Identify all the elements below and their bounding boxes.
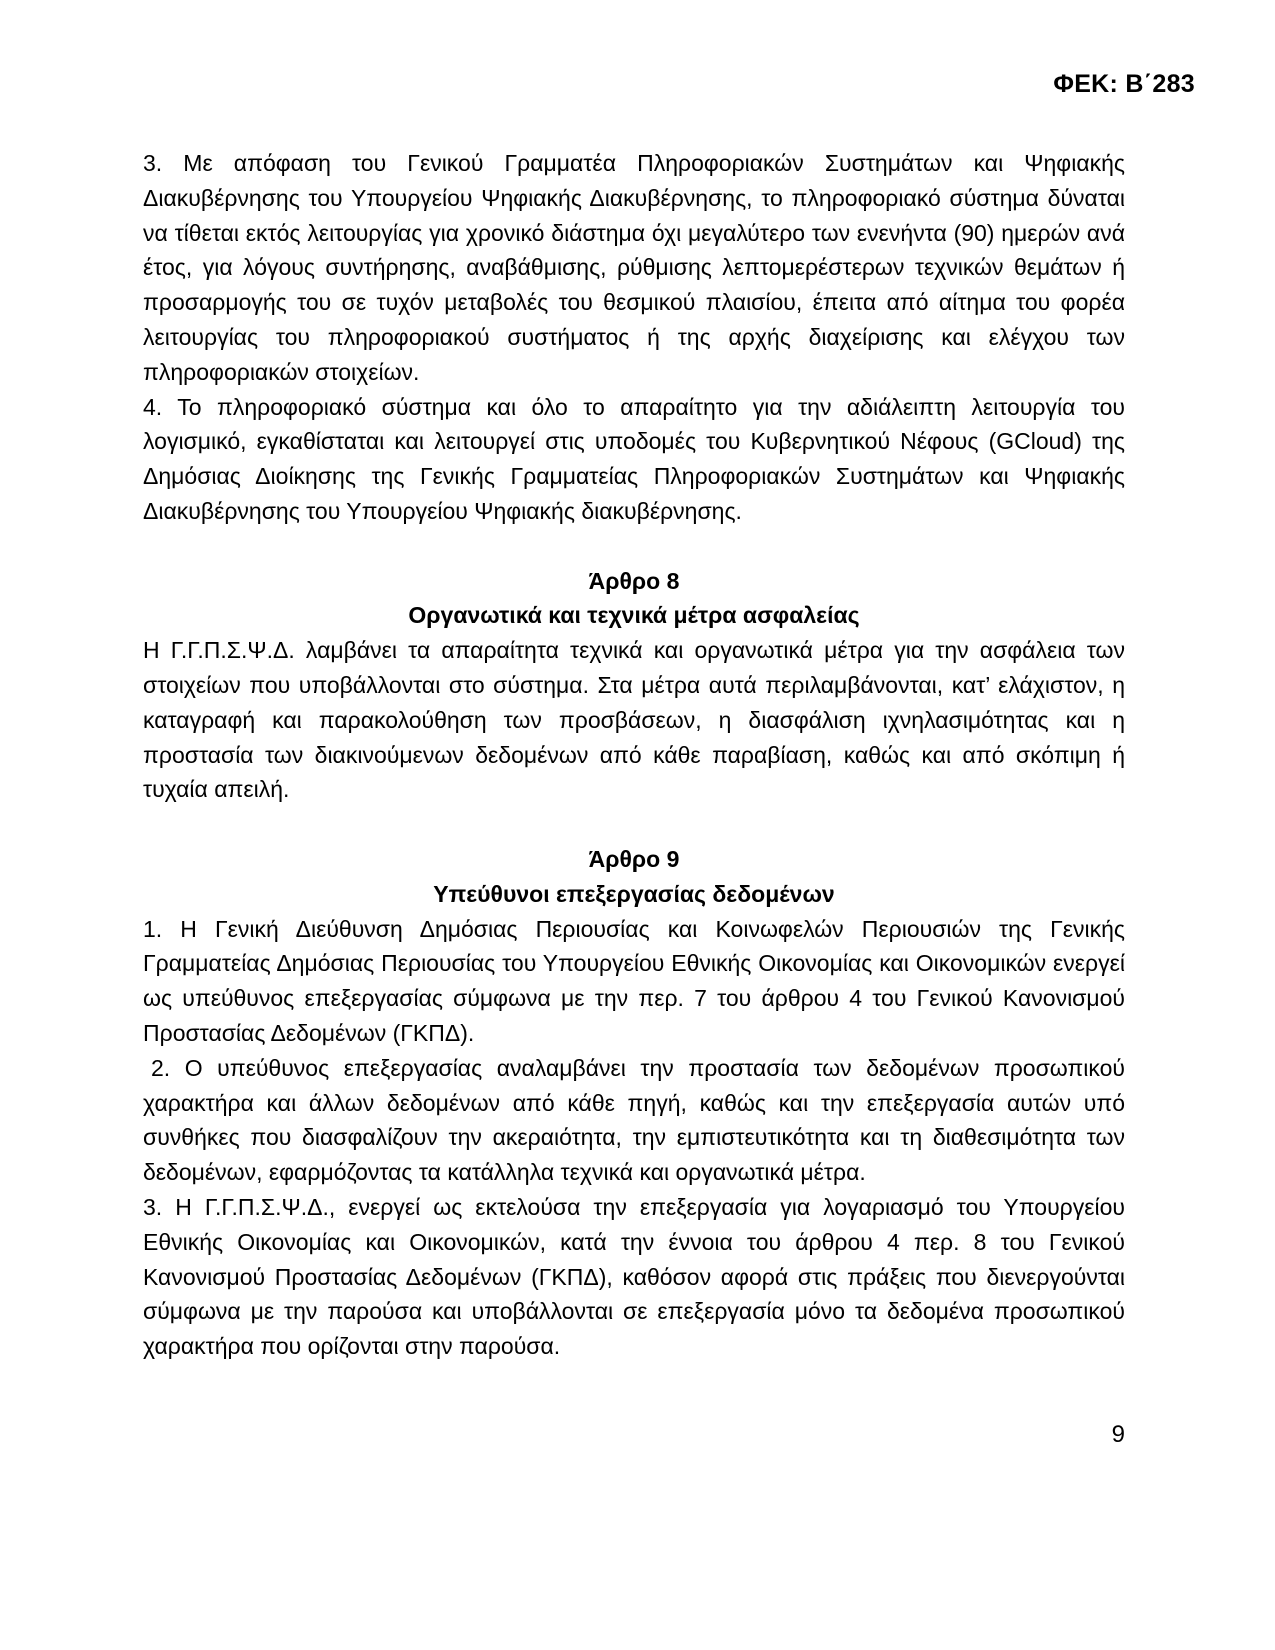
fek-issue-label: ΦΕΚ: Β΄283 <box>1053 70 1195 98</box>
article-8-paragraph: Η Γ.Γ.Π.Σ.Ψ.Δ. λαμβάνει τα απαραίτητα τεχνικά και οργανωτικά μέτρα για την ασφάλεια των στοιχείων που υποβάλλονται στο σύστημα. Στα μέτρα αυτά περιλαμβάνονται, κατ’ ελάχιστον, η καταγραφή και παρακολούθηση των προσβάσεων, η διασφάλιση ιχνηλασιμότητας και η προστασία των διακινούμενων δεδομένων από κάθε παραβίαση, καθώς και από σκόπιμη ή τυχαία απειλή. <box>143 637 1125 803</box>
paragraph-4: 4. Το πληροφοριακό σύστημα και όλο το απαραίτητο για την αδιάλειπτη λειτουργία του λογισμικό, εγκαθίσταται και λειτουργεί στις υποδομές του Κυβερνητικού Νέφους (GCloud) της Δημόσιας Διοίκησης της Γενικής Γραμματείας Πληροφοριακών Συστημάτων και Ψηφιακής Διακυβέρνησης του Υπουργείου Ψηφιακής διακυβέρνησης. <box>143 393 1125 524</box>
paragraph-3: 3. Με απόφαση του Γενικού Γραμματέα Πληροφοριακών Συστημάτων και Ψηφιακής Διακυβέρνησης του Υπουργείου Ψηφιακής Διακυβέρνησης, το πληροφοριακό σύστημα δύναται να τίθεται εκτός λειτουργίας για χρονικό διάστημα όχι μεγαλύτερο των ενενήντα (90) ημερών ανά έτος, για λόγους συντήρησης, αναβάθμισης, ρύθμισης λεπτομερέστερων τεχνικών θεμάτων ή προσαρμογής του σε τυχόν μεταβολές του θεσμικού πλαισίου, έπειτα από αίτημα του φορέα λειτουργίας του πληροφοριακού συστήματος ή της αρχής διαχείρισης και ελέγχου των πληροφοριακών στοιχείων. <box>143 150 1125 385</box>
article-9-title: Υπεύθυνοι επεξεργασίας δεδομένων <box>433 880 835 907</box>
article-8-heading: Άρθρο 8 <box>588 567 680 594</box>
document-body <box>143 146 1125 1364</box>
article-9-paragraph-1: 1. Η Γενική Διεύθυνση Δημόσιας Περιουσίας και Κοινωφελών Περιουσιών της Γενικής Γραμματείας Δημόσιας Περιουσίας του Υπουργείου Εθνικής Οικονομίας και Οικονομικών ενεργεί ως υπεύθυνος επεξεργασίας σύμφωνα με την περ. 7 του άρθρου 4 του Γενικού Κανονισμού Προστασίας Δεδομένων (ΓΚΠΔ). <box>143 915 1125 1046</box>
page-number: 9 <box>1111 1421 1125 1448</box>
article-8-title: Οργανωτικά και τεχνικά μέτρα ασφαλείας <box>408 602 860 629</box>
article-9-heading: Άρθρο 9 <box>588 845 680 872</box>
article-9-paragraph-3: 3. Η Γ.Γ.Π.Σ.Ψ.Δ., ενεργεί ως εκτελούσα την επεξεργασία για λογαριασμό του Υπουργείου Εθνικής Οικονομίας και Οικονομικών, κατά την έννοια του άρθρου 4 περ. 8 του Γενικού Κανονισμού Προστασίας Δεδομένων (ΓΚΠΔ), καθόσον αφορά στις πράξεις που διενεργούνται σύμφωνα με την παρούσα και υποβάλλονται σε επεξεργασία μόνο τα δεδομένα προσωπικού χαρακτήρα που ορίζονται στην παρούσα. <box>143 1193 1125 1360</box>
article-9-paragraph-2: 2. Ο υπεύθυνος επεξεργασίας αναλαμβάνει την προστασία των δεδομένων προσωπικού χαρακτήρα και άλλων δεδομένων από κάθε πηγή, καθώς και την επεξεργασία αυτών υπό συνθήκες που διασφαλίζουν την ακεραιότητα, την εμπιστευτικότητα και τη διαθεσιμότητα των δεδομένων, εφαρμόζοντας τα κατάλληλα τεχνικά και οργανωτικά μέτρα. <box>143 1054 1125 1186</box>
